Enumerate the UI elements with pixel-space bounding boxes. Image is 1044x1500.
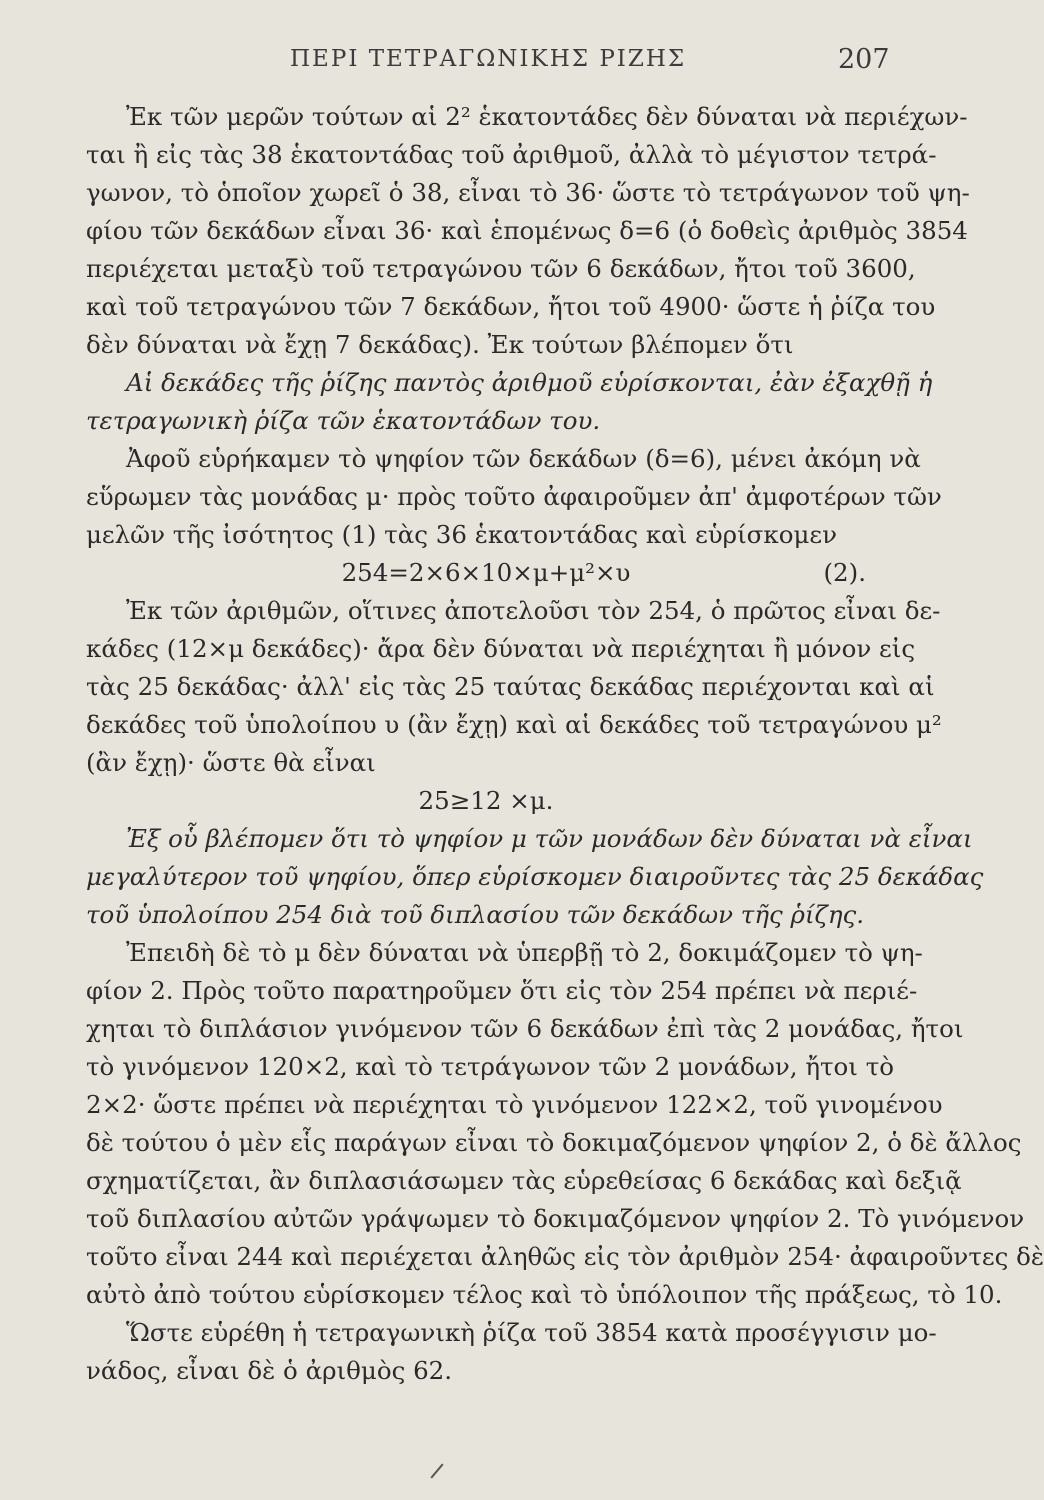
- line-text: νάδος, εἶναι δὲ ὁ ἀριθμὸς 62.: [86, 1356, 453, 1385]
- line-text: σχηματίζεται, ἂν διπλασιάσωμεν τὰς εὑρεθείσας 6 δεκάδας καὶ δεξιᾷ: [86, 1166, 962, 1195]
- text-line: [86, 136, 937, 174]
- text-line: [86, 402, 886, 440]
- text-line: [86, 478, 942, 516]
- line-text: περιέχεται μεταξὺ τοῦ τετραγώνου τῶν 6 δεκάδων, ἤτοι τοῦ 3600,: [86, 254, 916, 283]
- text-line: [86, 1200, 1025, 1238]
- text-line: [86, 592, 941, 630]
- line-text: τοῦτο εἶναι 244 καὶ περιέχεται ἀληθῶς εἰς τὸν ἀριθμὸν 254· ἀφαιροῦντες δὲ: [86, 1242, 1044, 1271]
- line-text: δὲ τούτου ὁ μὲν εἷς παράγων εἶναι τὸ δοκιμαζόμενον ψηφίον 2, ὁ δὲ ἄλλος: [86, 1128, 1022, 1157]
- line-text: εὕρωμεν τὰς μονάδας μ· πρὸς τοῦτο ἀφαιροῦμεν ἀπ' ἀμφοτέρων τῶν: [86, 482, 942, 511]
- line-text: μελῶν τῆς ἰσότητος (1) τὰς 36 ἑκατοντάδας καὶ εὑρίσκομεν: [86, 520, 837, 549]
- line-text: Ἐκ τῶν ἀριθμῶν, οἵτινες ἀποτελοῦσι τὸν 254, ὁ πρῶτος εἶναι δε-: [126, 596, 941, 625]
- text-line: [86, 1124, 1022, 1162]
- line-text: ται ἢ εἰς τὰς 38 ἑκατοντάδας τοῦ ἀριθμοῦ, ἀλλὰ τὸ μέγιστον τετρά-: [86, 140, 937, 169]
- line-text: κάδες (12×μ δεκάδες)· ἄρα δὲν δύναται νὰ περιέχηται ἢ μόνον εἰς: [86, 634, 916, 663]
- equation-line: [86, 782, 886, 820]
- text-line: [86, 1276, 1003, 1314]
- text-line: [86, 1048, 894, 1086]
- body-text: [86, 98, 1044, 1390]
- line-text: Αἱ δεκάδες τῆς ῥίζης παντὸς ἀριθμοῦ εὑρίσκονται, ἐὰν ἐξαχθῇ ἡ: [126, 368, 933, 397]
- line-text: τὰς 25 δεκάδας· ἀλλ' εἰς τὰς 25 ταύτας δεκάδας περιέχονται καὶ αἱ: [86, 672, 935, 701]
- text-line: [86, 858, 984, 896]
- ink-mark: [430, 1463, 443, 1478]
- line-text: Ἐπειδὴ δὲ τὸ μ δὲν δύναται νὰ ὑπερβῇ τὸ 2, δοκιμάζομεν τὸ ψη-: [126, 938, 923, 967]
- line-text: φίον 2. Πρὸς τοῦτο παρατηροῦμεν ὅτι εἰς τὸν 254 πρέπει νὰ περιέ-: [86, 976, 918, 1005]
- page-number: 207: [838, 44, 890, 75]
- page-header: [0, 44, 940, 84]
- line-text: τοῦ ὑπολοίπου 254 διὰ τοῦ διπλασίου τῶν δεκάδων τῆς ῥίζης.: [86, 900, 865, 929]
- text-line: [86, 972, 918, 1010]
- text-line: [86, 516, 886, 554]
- text-line: [86, 288, 936, 326]
- line-text: χηται τὸ διπλάσιον γινόμενον τῶν 6 δεκάδων ἐπὶ τὰς 2 μονάδας, ἤτοι: [86, 1014, 964, 1043]
- line-text: 2×2· ὥστε πρέπει νὰ περιέχηται τὸ γινόμενον 122×2, τοῦ γινομένου: [86, 1090, 943, 1119]
- line-text: (ἂν ἔχῃ)· ὥστε θὰ εἶναι: [86, 748, 376, 777]
- line-text: τοῦ διπλασίου αὐτῶν γράψωμεν τὸ δοκιμαζόμενον ψηφίον 2. Τὸ γινόμενον: [86, 1204, 1025, 1233]
- text-line: [86, 440, 921, 478]
- line-text: γωνον, τὸ ὁποῖον χωρεῖ ὁ 38, εἶναι τὸ 36· ὥστε τὸ τετράγωνον τοῦ ψη-: [86, 178, 970, 207]
- text-line: [86, 820, 973, 858]
- text-line: [86, 934, 923, 972]
- text-line: [86, 1162, 962, 1200]
- text-line: [86, 1314, 937, 1352]
- line-text: τὸ γινόμενον 120×2, καὶ τὸ τετράγωνον τῶν 2 μονάδων, ἤτοι τὸ: [86, 1052, 894, 1081]
- equation-number: (2).: [823, 558, 866, 587]
- text-line: [86, 1352, 886, 1390]
- line-text: καὶ τοῦ τετραγώνου τῶν 7 δεκάδων, ἤτοι τοῦ 4900· ὥστε ἡ ῥίζα του: [86, 292, 936, 321]
- text-line: [86, 668, 935, 706]
- text-line: [86, 174, 970, 212]
- text-line: [86, 212, 968, 250]
- line-text: μεγαλύτερον τοῦ ψηφίου, ὅπερ εὑρίσκομεν διαιροῦντες τὰς 25 δεκάδας: [86, 862, 984, 891]
- text-line: [86, 250, 916, 288]
- text-line: [86, 896, 886, 934]
- line-text: φίου τῶν δεκάδων εἶναι 36· καὶ ἑπομένως δ=6 (ὁ δοθεὶς ἀριθμὸς 3854: [86, 216, 968, 245]
- line-text: Ἐξ οὗ βλέπομεν ὅτι τὸ ψηφίον μ τῶν μονάδων δὲν δύναται νὰ εἶναι: [126, 824, 973, 853]
- text-line: [86, 98, 968, 136]
- text-line: [86, 1238, 1044, 1276]
- line-text: 25≥12 ×μ.: [418, 786, 554, 815]
- text-line: [86, 1010, 964, 1048]
- equation-line: [86, 554, 886, 592]
- text-line: [86, 630, 916, 668]
- line-text: Ἀφοῦ εὑρήκαμεν τὸ ψηφίον τῶν δεκάδων (δ=6), μένει ἀκόμη νὰ: [126, 444, 921, 473]
- line-text: δὲν δύναται νὰ ἔχῃ 7 δεκάδας). Ἐκ τούτων βλέπομεν ὅτι: [86, 330, 794, 359]
- line-text: αὐτὸ ἀπὸ τούτου εὑρίσκομεν τέλος καὶ τὸ ὑπόλοιπον τῆς πράξεως, τὸ 10.: [86, 1280, 1003, 1309]
- text-line: [86, 364, 933, 402]
- line-text: 254=2×6×10×μ+μ²×υ: [341, 558, 631, 587]
- line-text: τετραγωνικὴ ῥίζα τῶν ἑκατοντάδων του.: [86, 406, 601, 435]
- text-line: [86, 744, 886, 782]
- line-text: Ὥστε εὑρέθη ἡ τετραγωνικὴ ῥίζα τοῦ 3854 κατὰ προσέγγισιν μο-: [126, 1318, 937, 1347]
- line-text: Ἐκ τῶν μερῶν τούτων αἱ 2² ἑκατοντάδες δὲν δύναται νὰ περιέχων-: [126, 102, 968, 131]
- text-line: [86, 1086, 943, 1124]
- line-text: δεκάδες τοῦ ὑπολοίπου υ (ἂν ἔχῃ) καὶ αἱ δεκάδες τοῦ τετραγώνου μ²: [86, 710, 942, 739]
- running-title: ΠΕΡΙ ΤΕΤΡΑΓΩΝΙΚΗΣ ΡΙΖΗΣ: [290, 46, 687, 72]
- text-line: [86, 326, 886, 364]
- text-line: [86, 706, 942, 744]
